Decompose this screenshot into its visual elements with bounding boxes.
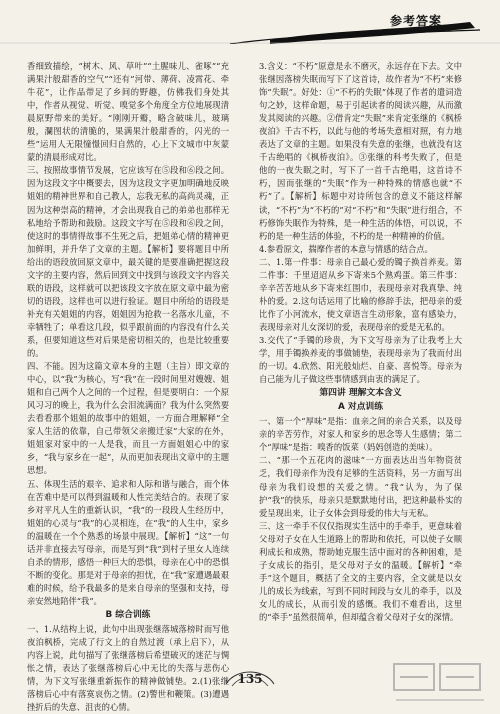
paragraph: 三、按照故事情节发展，它应该写在⑤段和⑥段之间。因为这段文字中概要去，因为这段文字更加明确地反映姐姐的精神世界和自己教人，忘我无私的高尚灵魂，正因为这种崇高的精神，才会出现我自己的弟弟也那样无私地给予帮助和鼓励。这段文字写在⑤段和⑥段之间，使这时的事情得故事不生死之后，把姐弟心情的精神更加鲜明，并升华了文章的主题。【解析】要将题目中所给出的语段放回原文章中，最关键的是要准确把握这段文字的主要内容，然后回到文中找到与该段文字内容关联的语段，这样就可以把该段文字放在原文章中最为密切的语段，这样也可以进行验证。题目中所给的语段是补充有关姐姐的内容，姐姐因为抢救一名落水儿童，不幸牺牲了；单看这几段，似乎跟前面的内容没有什么关系，但要知道这些对后果是密切相关的，也是比较重要的。 (27, 165, 229, 359)
watermark-logo (392, 660, 492, 708)
paragraph: 一、1.从结构上说，此句中出现张继落城落榜时而写他夜泊枫桥，完成了行文上的自然过渡（承上启下），从内容上说，此句描写了张继落榜后希望破灭的迷茫与惆怅之情，表达了张继落榜后心中无比的失落与悲伤心情，为下文写张继重新振作的精神做铺垫。2.(1)张继落榜后心中有落寞哀伤之情。(2)警世和鞭策。(3)遭遇挫折后的失意、沮丧的心情。 (27, 624, 229, 713)
page-number: 135 (237, 672, 263, 686)
right-column (259, 60, 462, 624)
paragraph: 3.交代了“手镯的珍贵，为下文写母亲为了让我考上大学，用手镯换养麦的事做铺垫，表现母亲为了我而付出的一切。4.欣然、阳光般灿烂、自豪、喜悦等。母亲为自己能为儿子做这些事情感到由衷的满足了。 (259, 334, 462, 385)
paragraph: 三、这一牵手不仅仅指现实生活中的手牵手，更意味着父母对子女在人生道路上的帮助和依托，可以使子女顺利成长和成熟，帮助她克服生活中面对的各种困难，是子女成长的指引，是父母对子女的温暖。【解析】“牵手”这个题目，概括了全文的主要内容，全文就是以女儿的成长为线索，写到不同时间段与女儿的牵手，以及女儿的成长，从而引发的感慨。我们不难看出，这里的“牵手”虽然很简单，但却蕴含着父母对子女的深情。 (259, 520, 462, 622)
paragraph: 一、第一个“厚味”是指：血亲之间的亲合关系，以及母亲的辛苦劳作，对家人和家乡的思念等人生感情；第二个“厚味”是指：嗅香的饭菜（妈妈创造的美味）。 (259, 416, 462, 453)
paragraph: 五、体现生活的艰辛、追求和人际和谐与融合，而个体在苦难中是可以得到温暖和人性完美结合的。表现了家乡对平凡人生的重新认识，“我”的一段段人生经历中，姐姐的心灵与“我”的心灵相连，在“我”的人生中，家乡的温暖在一个个熟悉的场景中展现。【解析】“这”一句话并非直接去写母亲，而是写到“我”到村子里女人连续自杀的情形，感悟一种巨大的恐惧，母亲在心中的恐惧不断的变化。那是对于母亲的担忧，在“我”家遭遇最艰难的时候，给予我最多的是来自母亲的坚强和支持，母亲安然地陪伴“我”。 (27, 478, 229, 606)
paragraph: 四、不能。因为这篇文章本身的主题（主旨）即文章的中心，以“我”为核心，写“我”在一段时间里对嫂嫂、姐姐和自己两个人之间的一个过程，但是要明白：一个原风习习的晚上，我为什么会泪流满面？我为什么突然要去看看那个姐姐的故事中的姐姐，一方面合理解释“全家人生活的依靠，自己带领父亲搬迁家”大家的在外，姐姐家对家中的一人是我，而且一方面姐姐心中的家乡，“我与家乡在一起”，从而更加表现出文章中的主题思想。 (27, 361, 229, 476)
section-heading: B 综合训练 (105, 609, 151, 620)
paragraph: 二、1.第一件事：母亲自己最心爱的镯子换首养麦。第二件事：千里迢迢从乡下寄来5个熟鸡蛋。第三件事：辛辛苦苦地从乡下寄来红围巾，表现母亲对我真挚、纯朴的爱。2.这句话运用了比喻的修辞手法，把母亲的爱比作了小河流水，使文章语言生动形象，富有感染力，表现母亲对儿女深切的爱，表现母亲的爱是无私的。 (259, 256, 462, 332)
paragraph: 二、“那一个五花肉的滋味”一方面表达出当年物资贫乏，我们母亲作为没有足够的生活资料，另一方面写出母亲为我们设想的关爱之情。“我”认为，为了保护“我”的快乐，母亲只是默默地付出，把这种最朴实的爱呈现出来，让子女体会到母爱的伟大与无私。 (259, 455, 462, 518)
paragraph: 香细致描绘，“树木、风、草叶”“土腥味儿、雀啄”“充满果汁般甜香的空气”“还有”河带、薄荷、凌霄花、牵牛花”，让作品带足了乡间的野趣，仿佛我们身处其中，作者从视觉、听觉、嗅觉多个角度全方位地展现清晨原野带来的美好。“刚刚开瓣，略含破味儿，玻璃般，瀾图状的清脆的，果满果汁般甜香的，闪光的一些”运用人无限憧憬回归自然的，心上下文城市中灰蒙蒙的清晨形成对比。 (27, 61, 229, 163)
header-label: 参考答案 (389, 14, 442, 28)
left-column (27, 60, 229, 714)
section-heading: A 对点训练 (337, 402, 384, 413)
lecture-title: 第四讲 理解文本含义 (319, 388, 402, 399)
paragraph: 3.含义：“不朽”原意是永不磨灭，永远存在下去。文中张继因落榜失眠而写下了这首诗，故作者为“不朽”来修饰“失眠”。好处：①“不朽的失眠”体现了作者的遣词造句之妙，这样命题，易于引起读者的阅读兴趣，从而激发其阅读的兴趣。②借肯定“失眠”来肯定张继的《枫桥夜泊》千古不朽，以此与他的考场失意相对照，有力地表达了文章的主题。如果没有失意的张继，也就没有这千古绝唱的《枫桥夜泊》。③张继的科考失败了，但是他的一夜失眠之时，写下了一首千古绝唱，这首诗不朽，因而张继的“失眠”作为一种特殊的情感也就“不朽”了。【解析】标题中对诗所包含的意义不能这样解读，“不朽”为“不朽的”对“不朽”和“失眠”进行组合，不朽修饰失眠作为特殊，是一种生活的体悟，可以说，不朽的是一种生活的体验，不朽的是一种精神的价值。 (259, 61, 462, 241)
paragraph: 4.参看原文，揣摩作者的本意与情感的结合点。 (259, 243, 433, 254)
